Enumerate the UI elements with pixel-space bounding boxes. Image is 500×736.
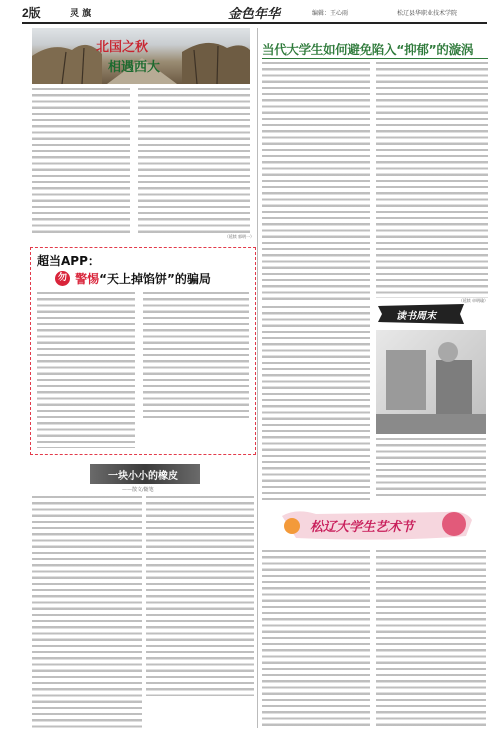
left-bottom-banner [90,464,200,484]
app-headline-warn: 警惕 [75,272,100,286]
masthead [22,2,487,22]
app-body-col2 [143,292,249,422]
art-festival-banner [276,506,476,544]
article-body-right-middle-col1 [262,306,370,500]
app-headline-rest: “天上掉馅饼”的骗局 [99,272,211,286]
column-divider [257,28,258,728]
article-left-footer: （延续 郭明一） [224,234,254,239]
article-body-left-col1 [32,88,130,234]
left-bottom-body-col1 [32,496,142,728]
no-entry-badge-icon: 勿 [55,271,70,286]
reading-ribbon [376,302,466,326]
article-body-right-middle-col2 [376,438,486,500]
section-name: 灵 旗 [70,9,92,19]
right-article-footer: （延续 卓明瑜） [458,298,488,303]
article-body-left-col2 [138,88,250,234]
headline-rule [262,58,488,59]
left-bottom-body-col2 [146,496,254,696]
app-body-col1 [37,292,135,448]
reading-ribbon-text: 读书周末 [396,311,436,322]
app-headline-row [55,268,211,286]
left-bottom-subtitle: ——散文/随笔 [122,487,154,493]
photo-title-1: 北国之秋 [96,40,149,55]
app-kicker: 超当APP： [37,254,100,268]
page-number: 2版 [22,6,41,20]
left-bottom-banner-text: 一块小小的橡皮 [108,471,178,482]
article-body-right-col1 [262,62,370,302]
right-headline: 当代大学生如何避免陷入“抑郁”的漩涡 [262,42,474,57]
app-warning-box [30,247,256,455]
art-festival-banner-text: 松辽大学生艺术节 [310,520,415,535]
campus-autumn-photo [32,28,250,84]
right-bottom-body-col2 [376,550,486,726]
right-bottom-body-col1 [262,550,370,726]
reading-photo [376,330,486,434]
masthead-rule [22,22,487,24]
article-body-right-col2 [376,62,488,298]
editor-credit: 编辑：王心雨 [312,10,349,17]
photo-title-2: 相遇西大 [108,60,161,75]
masthead-logo: 金色年华 [228,7,281,22]
masthead-right-text: 松辽县华职业技术学院 [397,10,458,17]
